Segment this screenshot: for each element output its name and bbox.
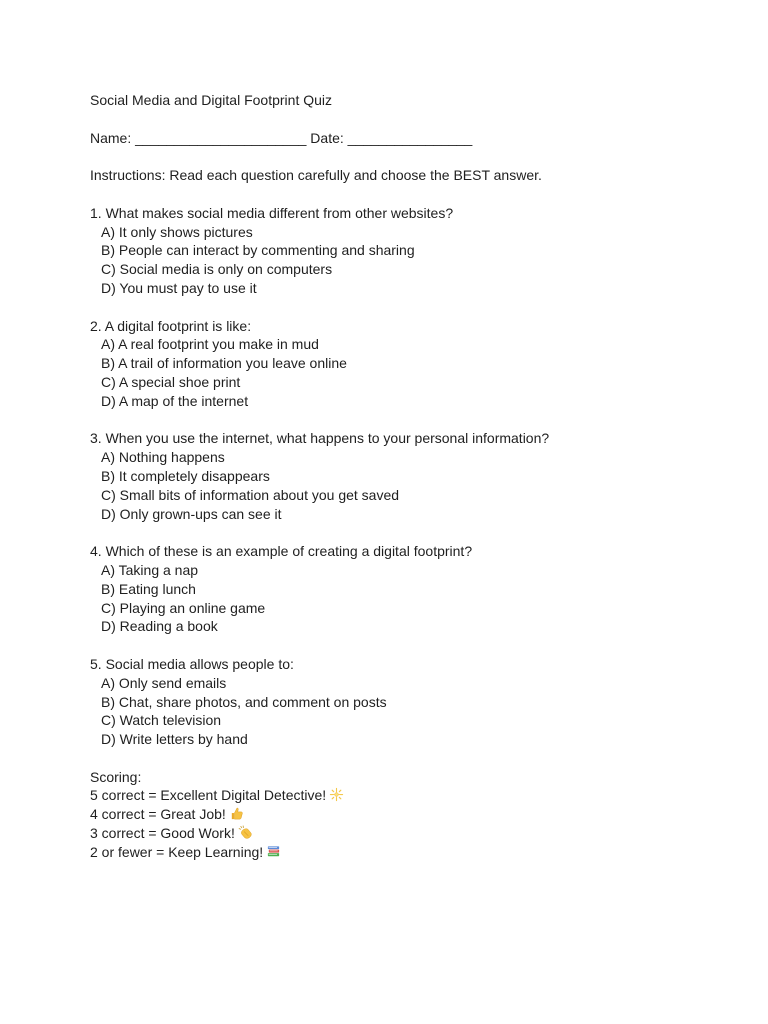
answer-option: A) It only shows pictures: [101, 223, 253, 240]
quiz-title: Social Media and Digital Footprint Quiz: [90, 92, 333, 108]
answer-option: C) Social media is only on computers: [101, 261, 333, 278]
scoring-line: [90, 805, 730, 824]
name-date-line: Name: ______________________ Date: ________________: [90, 129, 473, 146]
scoring-heading: Scoring:: [90, 768, 142, 785]
answer-option: D) Reading a book: [101, 618, 218, 635]
spacer: [90, 185, 730, 204]
answer-option: D) You must pay to use it: [101, 279, 257, 296]
books-icon: [266, 844, 281, 859]
question-block: [90, 542, 730, 636]
scoring-line: [90, 786, 730, 805]
answer-option: D) Only grown-ups can see it: [101, 505, 282, 522]
answer-option: B) Eating lunch: [101, 580, 196, 597]
answer-option: C) A special shoe print: [101, 373, 241, 390]
spacer: [90, 749, 730, 768]
question-text: 1. What makes social media different from other websites?: [90, 204, 454, 221]
spacer: [90, 298, 730, 317]
scoring-text: 4 correct = Great Job!: [90, 806, 226, 823]
spacer: [90, 411, 730, 430]
question-text: 4. Which of these is an example of creating a digital footprint?: [90, 543, 473, 560]
question-text: 2. A digital footprint is like:: [90, 317, 252, 334]
scoring-line: [90, 843, 730, 862]
answer-option: B) It completely disappears: [101, 467, 270, 484]
question-text: 5. Social media allows people to:: [90, 655, 294, 672]
instructions: Instructions: Read each question carefully and choose the BEST answer.: [90, 167, 542, 184]
answer-option: A) Only send emails: [101, 674, 227, 691]
answer-option: C) Small bits of information about you get saved: [101, 486, 400, 503]
answer-option: C) Watch television: [101, 712, 222, 729]
answer-option: C) Playing an online game: [101, 599, 266, 616]
question-text: 3. When you use the internet, what happens to your personal information?: [90, 430, 550, 447]
answer-option: D) A map of the internet: [101, 392, 249, 409]
spacer: [90, 636, 730, 655]
quiz-document: [90, 91, 730, 862]
answer-option: A) Taking a nap: [101, 561, 199, 578]
scoring-section: [90, 768, 730, 862]
question-block: [90, 655, 730, 749]
scoring-text: 2 or fewer = Keep Learning!: [90, 843, 264, 860]
answer-option: D) Write letters by hand: [101, 731, 248, 748]
question-block: [90, 204, 730, 298]
answer-option: B) People can interact by commenting and sharing: [101, 242, 415, 259]
scoring-text: 3 correct = Good Work!: [90, 825, 235, 842]
answer-option: B) A trail of information you leave online: [101, 355, 347, 372]
answer-option: A) A real footprint you make in mud: [101, 336, 319, 353]
star-icon: [329, 787, 344, 802]
answer-option: A) Nothing happens: [101, 449, 225, 466]
spacer: [90, 523, 730, 542]
thumbs-up-icon: [229, 806, 244, 821]
scoring-line: [90, 824, 730, 843]
clapping-hands-icon: [238, 825, 253, 840]
spacer: [90, 110, 730, 129]
spacer: [90, 147, 730, 166]
scoring-text: 5 correct = Excellent Digital Detective!: [90, 787, 327, 804]
question-block: [90, 429, 730, 523]
question-block: [90, 317, 730, 411]
answer-option: B) Chat, share photos, and comment on posts: [101, 693, 387, 710]
